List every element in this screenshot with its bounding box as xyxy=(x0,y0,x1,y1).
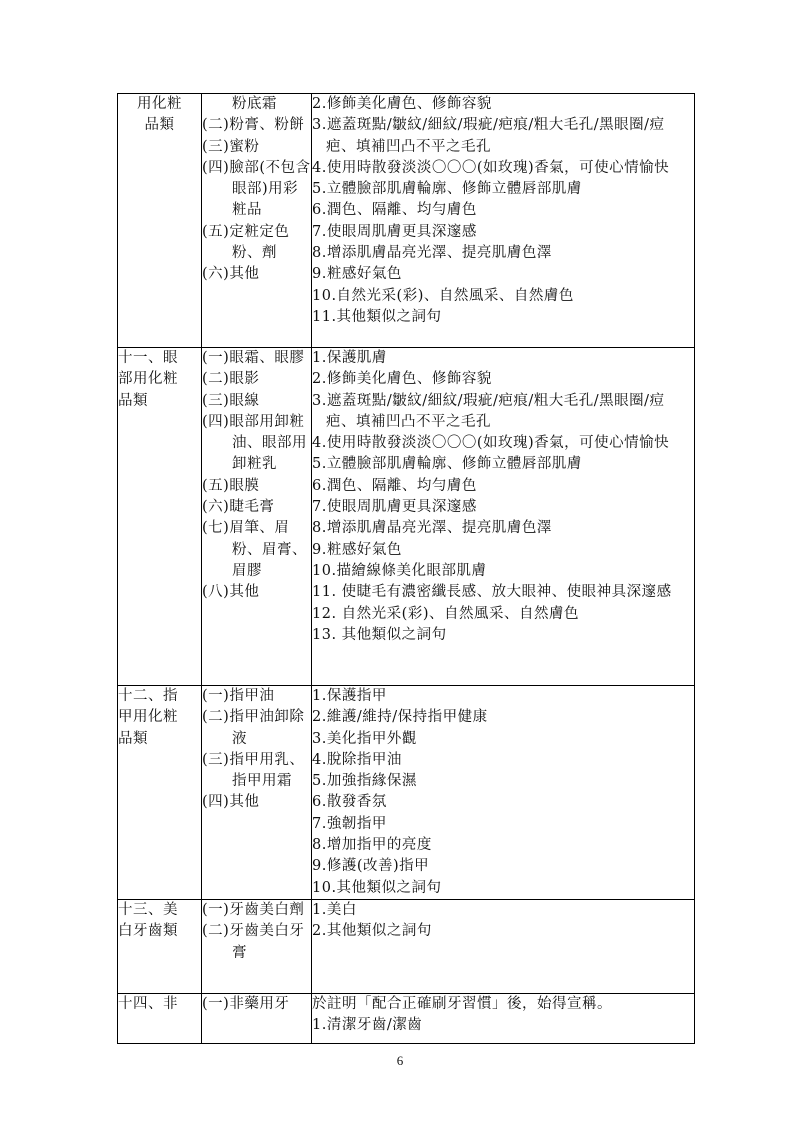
product-item: (一)指甲油 xyxy=(202,688,275,704)
claim-item: 13. 其他類似之詞句 xyxy=(312,626,447,643)
product-item: (四)眼部用卸粧油、眼部用卸粧乳 xyxy=(202,413,307,473)
cosmetics-claims-table xyxy=(117,93,695,1044)
category-line: 品類 xyxy=(144,117,175,134)
claim-item: 2.修飾美化膚色、修飾容貌 xyxy=(312,371,492,388)
product-item: (三)眼線 xyxy=(202,392,260,409)
claim-item: 5.立體臉部肌膚輪廓、修飾立體唇部肌膚 xyxy=(312,456,582,473)
claim-item: 5.立體臉部肌膚輪廓、修飾立體唇部肌膚 xyxy=(312,181,582,198)
claim-item: 10.其他類似之詞句 xyxy=(312,879,442,896)
claim-item: 8.增加指甲的亮度 xyxy=(312,837,432,854)
products-cell xyxy=(202,899,312,993)
product-item: (六)睫毛膏 xyxy=(202,499,275,516)
claim-item: 11. 使睫毛有濃密纖長感、放大眼神、使眼神具深邃感 xyxy=(312,584,672,601)
claim-item: 1.保護肌膚 xyxy=(312,350,387,366)
category-line: 十一、眼 xyxy=(118,350,178,366)
product-item: (二)指甲油卸除液 xyxy=(202,709,305,747)
product-item: (六)其他 xyxy=(202,266,260,283)
claim-item: 10.自然光采(彩)、自然風采、自然膚色 xyxy=(312,287,574,304)
claim-item: 3.遮蓋斑點/皺紋/細紋/瑕疵/疤痕/粗大毛孔/黑眼圈/痘疤、填補凹凸不平之毛孔 xyxy=(312,392,665,430)
page-number: 6 xyxy=(396,1053,404,1068)
claims-cell xyxy=(312,94,695,348)
claim-item: 2.維護/維持/保持指甲健康 xyxy=(312,709,488,726)
claims-cell xyxy=(312,686,695,900)
claim-item: 1.保護指甲 xyxy=(312,688,387,704)
claim-item: 6.潤色、隔離、均勻膚色 xyxy=(312,202,477,219)
table-row xyxy=(118,686,695,900)
claim-item: 7.強韌指甲 xyxy=(312,815,387,832)
product-item: (三)指甲用乳、指甲用霜 xyxy=(202,751,305,790)
claim-item: 4.使用時散發淡淡〇〇〇(如玫瑰)香氣，可使心情愉快 xyxy=(312,159,670,176)
category-line: 甲用化粧 xyxy=(118,709,178,726)
product-item: (七)眉筆、眉粉、眉膏、眉膠 xyxy=(202,520,307,579)
claims-cell xyxy=(312,899,695,993)
product-item: 粉底霜 xyxy=(232,96,277,112)
product-item: (三)蜜粉 xyxy=(202,138,260,155)
claim-item: 2.其他類似之詞句 xyxy=(312,923,432,940)
category-cell xyxy=(118,993,202,1043)
claims-cell xyxy=(312,348,695,686)
product-item: (五)定粧定色粉、劑 xyxy=(202,223,290,262)
category-line: 品類 xyxy=(118,730,148,747)
category-cell xyxy=(118,348,202,686)
claim-note: 於註明「配合正確刷牙習慣」後，始得宣稱。 xyxy=(312,995,612,1012)
category-cell xyxy=(118,94,202,348)
claims-cell xyxy=(312,993,695,1043)
claim-item: 2.修飾美化膚色、修飾容貌 xyxy=(312,96,492,112)
category-line: 十四、非 xyxy=(118,995,178,1012)
product-item: (一)眼霜、眼膠 xyxy=(202,350,305,366)
product-item: (一)非藥用牙 xyxy=(202,995,290,1012)
claim-item: 7.使眼周肌膚更具深邃感 xyxy=(312,499,477,516)
product-item: (二)眼影 xyxy=(202,371,260,388)
claim-item: 5.加強指緣保濕 xyxy=(312,773,417,790)
product-item: (四)臉部(不包含眼部)用彩粧品 xyxy=(202,159,311,219)
product-item: (八)其他 xyxy=(202,584,260,601)
claim-item: 11.其他類似之詞句 xyxy=(312,308,442,325)
claim-item: 9.粧感好氣色 xyxy=(312,266,402,283)
products-cell xyxy=(202,94,312,348)
product-item: (一)牙齒美白劑 xyxy=(202,901,305,918)
category-line: 白牙齒類 xyxy=(118,923,178,940)
claim-item: 1.清潔牙齒/潔齒 xyxy=(312,1017,423,1034)
products-cell xyxy=(202,993,312,1043)
category-line: 品類 xyxy=(118,392,148,409)
product-item: (四)其他 xyxy=(202,794,260,811)
category-line: 十三、美 xyxy=(118,901,178,918)
claim-item: 12. 自然光采(彩)、自然風采、自然膚色 xyxy=(312,605,579,622)
product-item: (二)粉膏、粉餅 xyxy=(202,117,305,134)
products-cell xyxy=(202,348,312,686)
category-line: 部用化粧 xyxy=(118,371,178,388)
category-cell xyxy=(118,899,202,993)
table-row xyxy=(118,899,695,993)
claim-item: 4.使用時散發淡淡〇〇〇(如玫瑰)香氣，可使心情愉快 xyxy=(312,435,670,452)
claim-item: 8.增添肌膚晶亮光澤、提亮肌膚色澤 xyxy=(312,245,552,262)
claim-item: 9.修護(改善)指甲 xyxy=(312,858,430,875)
claim-item: 1.美白 xyxy=(312,901,357,918)
products-cell xyxy=(202,686,312,900)
category-line: 十二、指 xyxy=(118,688,178,704)
product-item: (二)牙齒美白牙膏 xyxy=(202,923,305,961)
category-cell xyxy=(118,686,202,900)
claim-item: 9.粧感好氣色 xyxy=(312,541,402,558)
claim-item: 8.增添肌膚晶亮光澤、提亮肌膚色澤 xyxy=(312,520,552,537)
claim-item: 7.使眼周肌膚更具深邃感 xyxy=(312,223,477,240)
claim-item: 10.描繪線條美化眼部肌膚 xyxy=(312,562,487,579)
claim-item: 4.脫除指甲油 xyxy=(312,751,402,768)
claim-item: 6.散發香氛 xyxy=(312,794,387,811)
category-line: 用化粧 xyxy=(137,96,182,112)
table-row xyxy=(118,94,695,348)
product-item: (五)眼膜 xyxy=(202,477,260,494)
claim-item: 6.潤色、隔離、均勻膚色 xyxy=(312,477,477,494)
table-row xyxy=(118,993,695,1043)
claim-item: 3.遮蓋斑點/皺紋/細紋/瑕疵/疤痕/粗大毛孔/黑眼圈/痘疤、填補凹凸不平之毛孔 xyxy=(312,117,665,155)
claim-item: 3.美化指甲外觀 xyxy=(312,730,417,747)
table-row xyxy=(118,348,695,686)
